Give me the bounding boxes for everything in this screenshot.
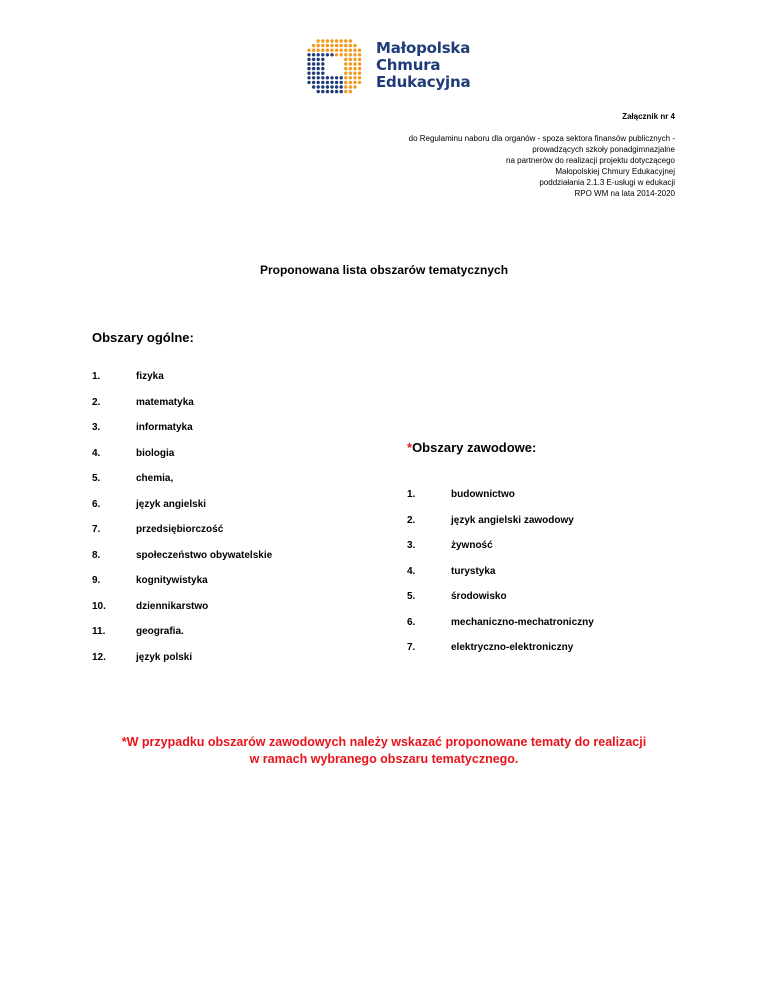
logo-dot	[349, 44, 352, 47]
list-item-label: dziennikarstwo	[136, 600, 209, 612]
logo-dot	[335, 49, 338, 52]
logo-dot	[353, 62, 356, 65]
logo-dot	[335, 39, 338, 42]
logo-dot	[312, 76, 315, 79]
list-item-label: informatyka	[136, 422, 193, 433]
list-item-number: 12.	[92, 651, 106, 663]
logo-dot	[349, 49, 352, 52]
list-item-label: przedsiębiorczość	[136, 524, 224, 535]
list-item-number: 3.	[92, 422, 101, 433]
logo-dot	[353, 67, 356, 70]
logo-dot	[330, 44, 333, 47]
logo-dot	[312, 81, 315, 84]
logo-dot	[335, 81, 338, 84]
logo-dot	[317, 44, 320, 47]
logo-dot	[330, 76, 333, 79]
logo-dot	[358, 49, 361, 52]
logo-dot	[321, 39, 324, 42]
logo-dot	[326, 49, 329, 52]
logo-dot	[349, 62, 352, 65]
logo-dot	[326, 39, 329, 42]
attachment-line: poddziałania 2.1.3 E-usługi w edukacji	[539, 178, 675, 188]
logo-dot	[349, 58, 352, 61]
logo-dot	[340, 49, 343, 52]
logo-dot	[344, 44, 347, 47]
list-item-label: matematyka	[136, 396, 194, 408]
logo-dot	[349, 72, 352, 75]
logo-dot	[349, 76, 352, 79]
logo-dot	[349, 90, 352, 93]
list-item-number: 2.	[92, 396, 101, 408]
asterisk: *	[407, 440, 413, 455]
attachment-line: prowadzących szkoły ponadgimnazjalne	[532, 145, 675, 155]
logo-dot	[344, 58, 347, 61]
list-item-number: 6.	[92, 498, 101, 510]
logo-dot	[321, 58, 324, 61]
logo-line: Małopolska	[376, 39, 471, 57]
list-item-label: budownictwo	[451, 489, 515, 500]
logo-dot	[340, 53, 343, 56]
list-item-label: elektryczno-elektroniczny	[451, 642, 574, 653]
logo-dot	[326, 53, 329, 56]
list-item-number: 10.	[92, 600, 106, 612]
list-item-number: 1.	[92, 371, 101, 382]
logo-dot	[330, 90, 333, 93]
attachment-line: na partnerów do realizacji projektu dotyczącego	[506, 156, 675, 166]
list-item-number: 7.	[92, 524, 101, 535]
vocational-areas-heading	[407, 440, 536, 455]
logo-dot	[340, 76, 343, 79]
logo-dot	[358, 67, 361, 70]
logo-dot	[321, 62, 324, 65]
logo-dot	[317, 49, 320, 52]
logo-dot	[349, 81, 352, 84]
vocational-note	[0, 734, 768, 768]
logo-dot	[317, 90, 320, 93]
logo-dot	[317, 62, 320, 65]
logo-dot	[358, 58, 361, 61]
logo-dot	[317, 39, 320, 42]
logo-dot	[358, 62, 361, 65]
logo-dot	[307, 72, 310, 75]
list-item-number: 7.	[407, 642, 416, 653]
logo-dot	[307, 49, 310, 52]
list-item-label: turystyka	[451, 565, 496, 577]
logo-dot	[330, 49, 333, 52]
logo-dot	[344, 62, 347, 65]
page-title: Proponowana lista obszarów tematycznych	[259, 263, 509, 277]
logo-dot	[312, 72, 315, 75]
logo-dot	[344, 67, 347, 70]
logo-dot	[344, 53, 347, 56]
logo-dot	[330, 85, 333, 88]
logo-dot	[353, 49, 356, 52]
attachment-number: Załącznik nr 4	[622, 112, 675, 121]
logo-dot	[344, 81, 347, 84]
logo-dot	[326, 81, 329, 84]
logo-dot	[321, 72, 324, 75]
logo-dot	[358, 81, 361, 84]
logo-dot	[349, 85, 352, 88]
logo-dot	[335, 90, 338, 93]
list-item-label: żywność	[451, 540, 493, 551]
list-item-number: 2.	[407, 514, 416, 526]
note-line: *W przypadku obszarów zawodowych należy wskazać proponowane tematy do realizacji	[121, 735, 647, 749]
logo-dot	[344, 72, 347, 75]
logo-dot	[326, 76, 329, 79]
logo-dot	[317, 81, 320, 84]
logo-dot	[330, 81, 333, 84]
logo-dot	[312, 49, 315, 52]
logo-dot	[358, 72, 361, 75]
list-item-number: 6.	[407, 616, 416, 628]
logo-dot	[344, 49, 347, 52]
list-item-label: społeczeństwo obywatelskie	[136, 549, 273, 561]
logo-dot	[317, 76, 320, 79]
list-item-number: 5.	[407, 591, 416, 602]
logo-dot	[335, 53, 338, 56]
logo-dot	[335, 76, 338, 79]
logo-dot	[353, 53, 356, 56]
list-item-label: biologia	[136, 447, 175, 459]
note-line: w ramach wybranego obszaru tematycznego.	[249, 752, 519, 766]
list-item-number: 5.	[92, 473, 101, 484]
attachment-line: Małopolskiej Chmury Edukacyjnej	[555, 167, 675, 177]
logo-dot	[353, 81, 356, 84]
logo-dot	[307, 76, 310, 79]
logo-line: Edukacyjna	[376, 73, 471, 91]
logo-dot	[358, 53, 361, 56]
logo-dot	[326, 85, 329, 88]
logo-dot	[340, 44, 343, 47]
logo-dot	[335, 85, 338, 88]
list-item-label: język angielski	[136, 498, 207, 510]
logo-dot	[317, 53, 320, 56]
logo-dot	[312, 58, 315, 61]
logo-dot	[312, 85, 315, 88]
logo-dot	[335, 44, 338, 47]
list-item-label: środowisko	[451, 591, 507, 602]
logo-dot	[326, 44, 329, 47]
logo-dot	[344, 85, 347, 88]
logo-dot	[321, 81, 324, 84]
logo-dot	[353, 85, 356, 88]
logo-dot	[353, 72, 356, 75]
list-item-label: geografia.	[136, 626, 184, 637]
logo-dot	[321, 67, 324, 70]
list-item-label: język polski	[136, 651, 193, 663]
logo-dot	[307, 67, 310, 70]
logo-dot	[340, 39, 343, 42]
attachment-description	[255, 133, 675, 200]
list-item-label: język angielski zawodowy	[451, 514, 574, 526]
logo-dot	[321, 44, 324, 47]
logo-dot	[330, 53, 333, 56]
list-item-number: 4.	[407, 565, 416, 577]
logo-dot	[321, 53, 324, 56]
attachment-line: RPO WM na lata 2014-2020	[574, 189, 675, 199]
logo-dot	[349, 53, 352, 56]
list-item-number: 11.	[92, 626, 106, 637]
general-areas-heading: Obszary ogólne:	[92, 330, 194, 345]
list-item-label: kognitywistyka	[136, 575, 208, 586]
logo-dot	[353, 44, 356, 47]
logo-dot	[312, 67, 315, 70]
logo-dot	[307, 62, 310, 65]
list-item-number: 9.	[92, 575, 101, 586]
logo-dot	[340, 81, 343, 84]
logo-text	[376, 40, 470, 91]
logo-dot	[317, 72, 320, 75]
logo-dot	[326, 90, 329, 93]
logo-dot	[353, 58, 356, 61]
logo-dot	[344, 39, 347, 42]
logo-dot	[307, 53, 310, 56]
attachment-line: do Regulaminu naboru dla organów - spoza sektora finansów publicznych -	[408, 134, 675, 143]
logo-line: Chmura	[376, 56, 441, 74]
logo-dot	[344, 76, 347, 79]
list-item-number: 1.	[407, 489, 416, 500]
list-item-number: 3.	[407, 540, 416, 551]
logo-dot	[312, 53, 315, 56]
logo-dot	[340, 90, 343, 93]
list-item-label: fizyka	[136, 371, 164, 382]
list-item-label: chemia,	[136, 473, 174, 484]
logo-dots-icon	[306, 38, 370, 98]
logo-dot	[330, 39, 333, 42]
vocational-heading-text: Obszary zawodowe:	[412, 440, 537, 455]
logo-dot	[349, 39, 352, 42]
list-item-number: 4.	[92, 447, 101, 459]
logo-dot	[317, 58, 320, 61]
logo-dot	[321, 49, 324, 52]
logo-dot	[307, 81, 310, 84]
logo-dot	[353, 76, 356, 79]
logo-dot	[312, 62, 315, 65]
list-item-number: 8.	[92, 549, 101, 561]
logo-dot	[321, 90, 324, 93]
logo-dot	[317, 85, 320, 88]
logo-dot	[340, 85, 343, 88]
logo-dot	[321, 85, 324, 88]
logo-dot	[358, 76, 361, 79]
logo-dot	[349, 67, 352, 70]
list-item-label: mechaniczno-mechatroniczny	[451, 616, 594, 628]
logo-dot	[317, 67, 320, 70]
logo-dot	[312, 44, 315, 47]
logo	[306, 38, 476, 98]
logo-dot	[307, 58, 310, 61]
logo-dot	[344, 90, 347, 93]
logo-dot	[321, 76, 324, 79]
